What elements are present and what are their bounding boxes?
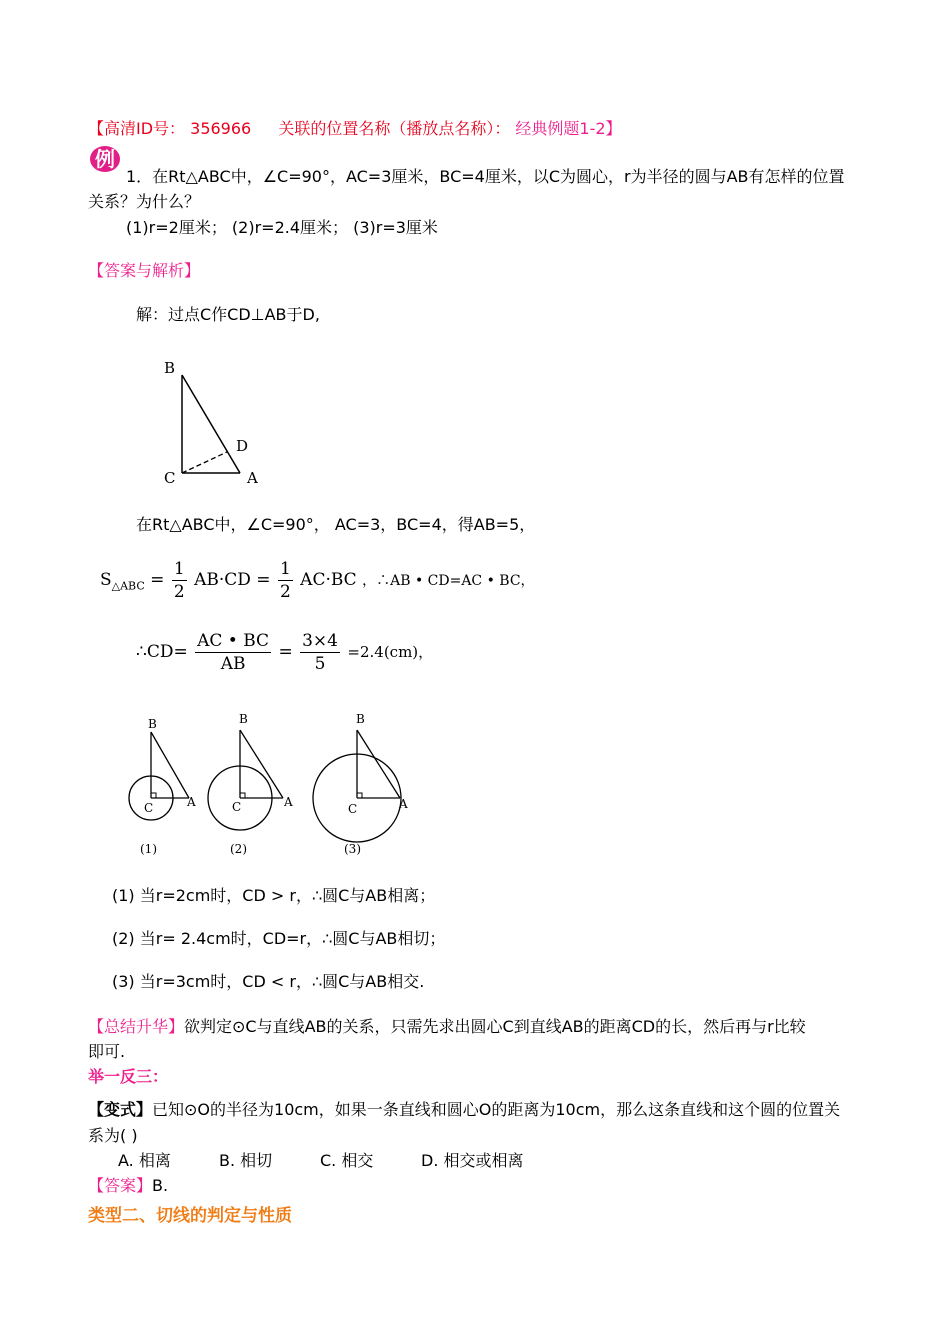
half-den-2: 2 xyxy=(279,582,291,602)
example-badge-icon xyxy=(88,141,122,175)
ab-cd: AB·CD xyxy=(194,570,251,590)
cd-formula: ∴CD= $\frac{AC • BC}{AB}$ = $\frac{3\times 4}{5}$ =2.4(cm)， xyxy=(136,631,434,674)
right-angle-mark-1 xyxy=(151,793,156,798)
label-d: D xyxy=(236,437,249,455)
label-c: C xyxy=(164,469,176,487)
half-num-2: 1 xyxy=(279,559,291,579)
cd-den-2: 5 xyxy=(314,654,326,674)
answer-heading: 【答案与解析】 xyxy=(88,261,201,280)
fig2-c: C xyxy=(232,800,242,814)
area-formula xyxy=(100,558,535,603)
cd-num-1: AC • BC xyxy=(197,631,270,651)
cd-num-2: 3×4 xyxy=(302,631,338,651)
altitude-cd xyxy=(182,452,227,473)
fig1-a: A xyxy=(187,795,196,809)
variant-answer-label: 【答案】 xyxy=(88,1176,153,1195)
header-line xyxy=(88,118,622,140)
label-a: A xyxy=(247,469,258,487)
fig3-caption: (3) xyxy=(344,842,361,856)
solution-intro: 解：过点C作CD⊥AB于D, xyxy=(136,305,320,324)
fig2-b: B xyxy=(239,712,248,726)
juyi-heading: 举一反三： xyxy=(88,1067,169,1086)
variant-text-1: 已知⊙O的半径为10cm，如果一条直线和圆心O的距离为10cm，那么这条直线和这个圆的位置关 xyxy=(152,1100,841,1119)
fig3-b: B xyxy=(356,712,365,726)
eq-1: = xyxy=(150,570,165,590)
problem-line-1: 1．在Rt△ABC中，∠C=90°，AC=3厘米，BC=4厘米，以C为圆心，r为半径的圆与AB有怎样的位置 xyxy=(126,167,845,186)
eq-2: = xyxy=(256,570,271,590)
header-id-number: 356966 xyxy=(190,119,252,138)
circle-figure-3 xyxy=(313,712,408,856)
fig3-c: C xyxy=(348,802,358,816)
summary-label: 【总结升华】 xyxy=(88,1017,185,1036)
cd-fraction-2 xyxy=(300,630,340,675)
variant-label: 【变式】 xyxy=(88,1100,153,1119)
right-angle-mark-2 xyxy=(240,793,245,798)
fig1-c: C xyxy=(144,801,154,815)
right-angle-mark-3 xyxy=(357,793,362,798)
half-num-1: 1 xyxy=(173,559,185,579)
type2-heading: 类型二、切线的判定与性质 xyxy=(88,1206,292,1226)
header-location: 关联的位置名称（播放点名称）： xyxy=(278,119,511,138)
case-1: (1) 当r=2cm时，CD > r，∴圆C与AB相离； xyxy=(112,886,436,905)
header-id-label: 【高清ID号： xyxy=(88,119,186,138)
option-a: A. 相离 xyxy=(118,1151,171,1170)
half-fraction-2 xyxy=(278,558,293,603)
formula1-tail: ，∴AB • CD=AC • BC， xyxy=(362,573,535,589)
fig1-b: B xyxy=(148,717,157,731)
case-3: (3) 当r=3cm时，CD < r，∴圆C与AB相交. xyxy=(112,972,425,991)
step-1: 在Rt△ABC中，∠C=90°， AC=3，BC=4，得AB=5， xyxy=(136,515,536,534)
circle-figure-1 xyxy=(129,717,196,856)
option-d: D. 相交或相离 xyxy=(421,1151,524,1170)
summary-text-1: 欲判定⊙C与直线AB的关系，只需先求出圆心C到直线AB的距离CD的长，然后再与r比较 xyxy=(184,1017,806,1036)
option-b: B. 相切 xyxy=(219,1151,273,1170)
circle-figure-2 xyxy=(208,712,293,856)
fig3-a: A xyxy=(399,797,408,811)
cd-result: =2.4(cm)， xyxy=(347,643,434,661)
problem-line-3: (1)r=2厘米； (2)r=2.4厘米； (3)r=3厘米 xyxy=(126,218,438,237)
variant-answer xyxy=(88,1175,168,1197)
cd-den-1: AB xyxy=(220,654,246,674)
fig2-a: A xyxy=(284,795,293,809)
variant-line-2: 系为( ) xyxy=(88,1126,138,1145)
triangle-figure xyxy=(155,355,275,490)
area-s: S xyxy=(100,570,112,590)
label-b: B xyxy=(164,359,176,377)
variant-options xyxy=(118,1150,524,1172)
cd-fraction-1 xyxy=(195,630,271,675)
variant-answer-value: B. xyxy=(152,1176,169,1195)
variant-line-1 xyxy=(88,1099,840,1121)
area-sub: △ABC xyxy=(111,579,145,593)
half-den-1: 2 xyxy=(173,582,185,602)
summary-line-1 xyxy=(88,1016,806,1038)
fig2-caption: (2) xyxy=(230,842,247,856)
summary-line-2: 即可. xyxy=(88,1042,126,1061)
badge-char: 例 xyxy=(95,147,115,171)
ac-bc: AC·BC xyxy=(300,570,357,590)
fig1-caption: (1) xyxy=(140,842,157,856)
problem-line-2: 关系？为什么？ xyxy=(88,192,201,211)
circle-figures xyxy=(120,705,420,865)
option-c: C. 相交 xyxy=(320,1151,374,1170)
case-2: (2) 当r= 2.4cm时，CD=r，∴圆C与AB相切； xyxy=(112,929,446,948)
cd-prefix: ∴CD= xyxy=(136,642,188,662)
half-fraction-1 xyxy=(172,558,187,603)
side-ab xyxy=(182,375,240,473)
header-example-name: 经典例题1-2】 xyxy=(515,119,622,138)
